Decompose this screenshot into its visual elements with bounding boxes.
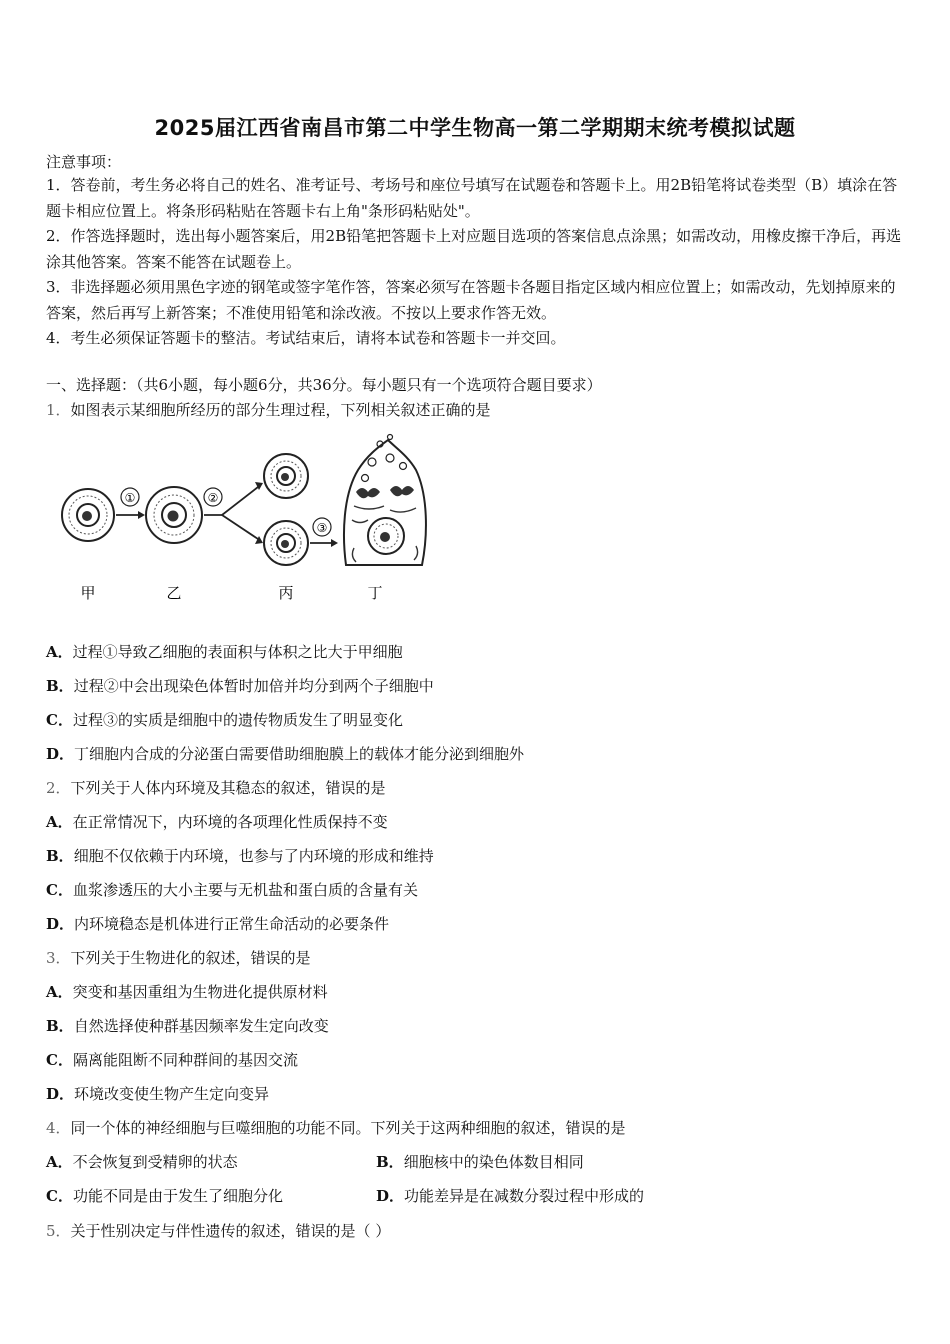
question-text: 如图表示某细胞所经历的部分生理过程，下列相关叙述正确的是 — [70, 401, 491, 419]
option-text: 丁细胞内合成的分泌蛋白需要借助细胞膜上的载体才能分泌到细胞外 — [74, 745, 525, 763]
question-text: 同一个体的神经细胞与巨噬细胞的功能不同。下列关于这两种细胞的叙述，错误的是 — [70, 1119, 626, 1137]
question-number: 5． — [46, 1222, 71, 1240]
option-text: 过程③的实质是细胞中的遗传物质发生了明显变化 — [72, 711, 403, 729]
label-ding: 丁 — [367, 584, 383, 602]
cell-process-figure — [50, 440, 430, 605]
question-1-option-c — [46, 710, 403, 730]
cell-ding — [344, 435, 426, 566]
section-heading: 一、选择题：（共6小题，每小题6分，共36分。每小题只有一个选项符合题目要求） — [46, 376, 602, 394]
page-title: 2025届江西省南昌市第二中学生物高一第二学期期末统考模拟试题 — [154, 116, 796, 140]
step-1-label: ① — [124, 491, 136, 505]
question-4-option-a — [46, 1152, 238, 1172]
option-text: 自然选择使种群基因频率发生定向改变 — [73, 1017, 329, 1035]
question-4-option-c — [46, 1186, 283, 1206]
question-4-option-b — [376, 1152, 584, 1172]
label-jia: 甲 — [80, 584, 96, 602]
option-letter: A． — [46, 1153, 73, 1171]
option-letter: B． — [46, 847, 74, 865]
option-text: 细胞核中的染色体数目相同 — [403, 1153, 584, 1171]
question-4-stem — [46, 1118, 626, 1138]
question-1-option-b — [46, 676, 434, 696]
option-letter: D． — [46, 745, 75, 763]
option-letter: C． — [46, 881, 73, 899]
question-5-stem — [46, 1221, 390, 1241]
cell-yi — [146, 487, 202, 543]
notice-item: 1．答卷前，考生务必将自己的姓名、准考证号、考场号和座位号填写在试题卷和答题卡上。用2B铅笔将试卷类型（B）填涂在答题卡相应位置上。将条形码粘贴在答题卡右上角"条形码粘贴处"。 — [46, 176, 898, 220]
option-text: 内环境稳态是机体进行正常生命活动的必要条件 — [74, 915, 390, 933]
option-letter: D． — [46, 915, 75, 933]
question-3-option-b — [46, 1016, 329, 1036]
option-text: 过程①导致乙细胞的表面积与体积之比大于甲细胞 — [72, 643, 403, 661]
cell-process-diagram — [50, 440, 430, 605]
option-text: 环境改变使生物产生定向变异 — [74, 1085, 270, 1103]
step-3-label: ③ — [316, 521, 328, 535]
cell-bing-upper — [264, 454, 308, 498]
option-letter: C． — [46, 711, 73, 729]
question-number: 3． — [46, 949, 71, 967]
question-3-stem — [46, 948, 311, 968]
label-yi: 乙 — [166, 584, 182, 602]
question-2-option-d — [46, 914, 389, 934]
option-letter: A． — [46, 813, 73, 831]
option-text: 不会恢复到受精卵的状态 — [72, 1153, 238, 1171]
question-text: 关于性别决定与伴性遗传的叙述，错误的是（ ） — [70, 1222, 391, 1240]
option-text: 细胞不仅依赖于内环境，也参与了内环境的形成和维持 — [73, 847, 434, 865]
question-text: 下列关于人体内环境及其稳态的叙述，错误的是 — [70, 779, 386, 797]
option-text: 血浆渗透压的大小主要与无机盐和蛋白质的含量有关 — [72, 881, 418, 899]
question-2-option-a — [46, 812, 388, 832]
question-number: 2． — [46, 779, 71, 797]
option-letter: A． — [46, 983, 73, 1001]
step-2-label: ② — [207, 491, 219, 505]
question-1-option-d — [46, 744, 524, 764]
question-3-option-c — [46, 1050, 298, 1070]
label-bing: 丙 — [278, 584, 294, 602]
question-text: 下列关于生物进化的叙述，错误的是 — [70, 949, 311, 967]
option-letter: C． — [46, 1187, 73, 1205]
question-number: 1． — [46, 401, 71, 419]
cell-jia — [62, 489, 114, 541]
question-4-option-d — [376, 1186, 644, 1206]
question-3-option-d — [46, 1084, 269, 1104]
notice-item: 2．作答选择题时，选出每小题答案后，用2B铅笔把答题卡上对应题目选项的答案信息点涂黑；如需改动，用橡皮擦干净后，再选涂其他答案。答案不能答在试题卷上。 — [46, 227, 902, 271]
option-text: 隔离能阻断不同种群间的基因交流 — [72, 1051, 298, 1069]
question-3-option-a — [46, 982, 328, 1002]
cell-bing-lower — [264, 521, 308, 565]
question-2-stem — [46, 778, 386, 798]
option-letter: D． — [46, 1085, 75, 1103]
option-letter: A． — [46, 643, 73, 661]
option-text: 功能不同是由于发生了细胞分化 — [72, 1187, 283, 1205]
option-letter: B． — [46, 677, 74, 695]
option-text: 突变和基因重组为生物进化提供原材料 — [72, 983, 328, 1001]
option-letter: C． — [46, 1051, 73, 1069]
question-2-option-c — [46, 880, 418, 900]
option-letter: D． — [376, 1187, 405, 1205]
option-text: 在正常情况下，内环境的各项理化性质保持不变 — [72, 813, 388, 831]
notice-item: 4．考生必须保证答题卡的整洁。考试结束后，请将本试卷和答题卡一并交回。 — [46, 329, 566, 347]
question-1-stem — [46, 400, 491, 420]
notice-heading: 注意事项： — [46, 153, 122, 171]
notice-item: 3．非选择题必须用黑色字迹的钢笔或签字笔作答，答案必须写在答题卡各题目指定区域内相应位置上；如需改动，先划掉原来的答案，然后再写上新答案；不准使用铅笔和涂改液。不按以上要求作答无效。 — [46, 278, 896, 322]
notice-list — [46, 173, 908, 352]
question-number: 4． — [46, 1119, 71, 1137]
question-2-option-b — [46, 846, 434, 866]
option-text: 过程②中会出现染色体暂时加倍并均分到两个子细胞中 — [73, 677, 434, 695]
option-text: 功能差异是在减数分裂过程中形成的 — [404, 1187, 645, 1205]
question-1-option-a — [46, 642, 403, 662]
option-letter: B． — [376, 1153, 404, 1171]
option-letter: B． — [46, 1017, 74, 1035]
